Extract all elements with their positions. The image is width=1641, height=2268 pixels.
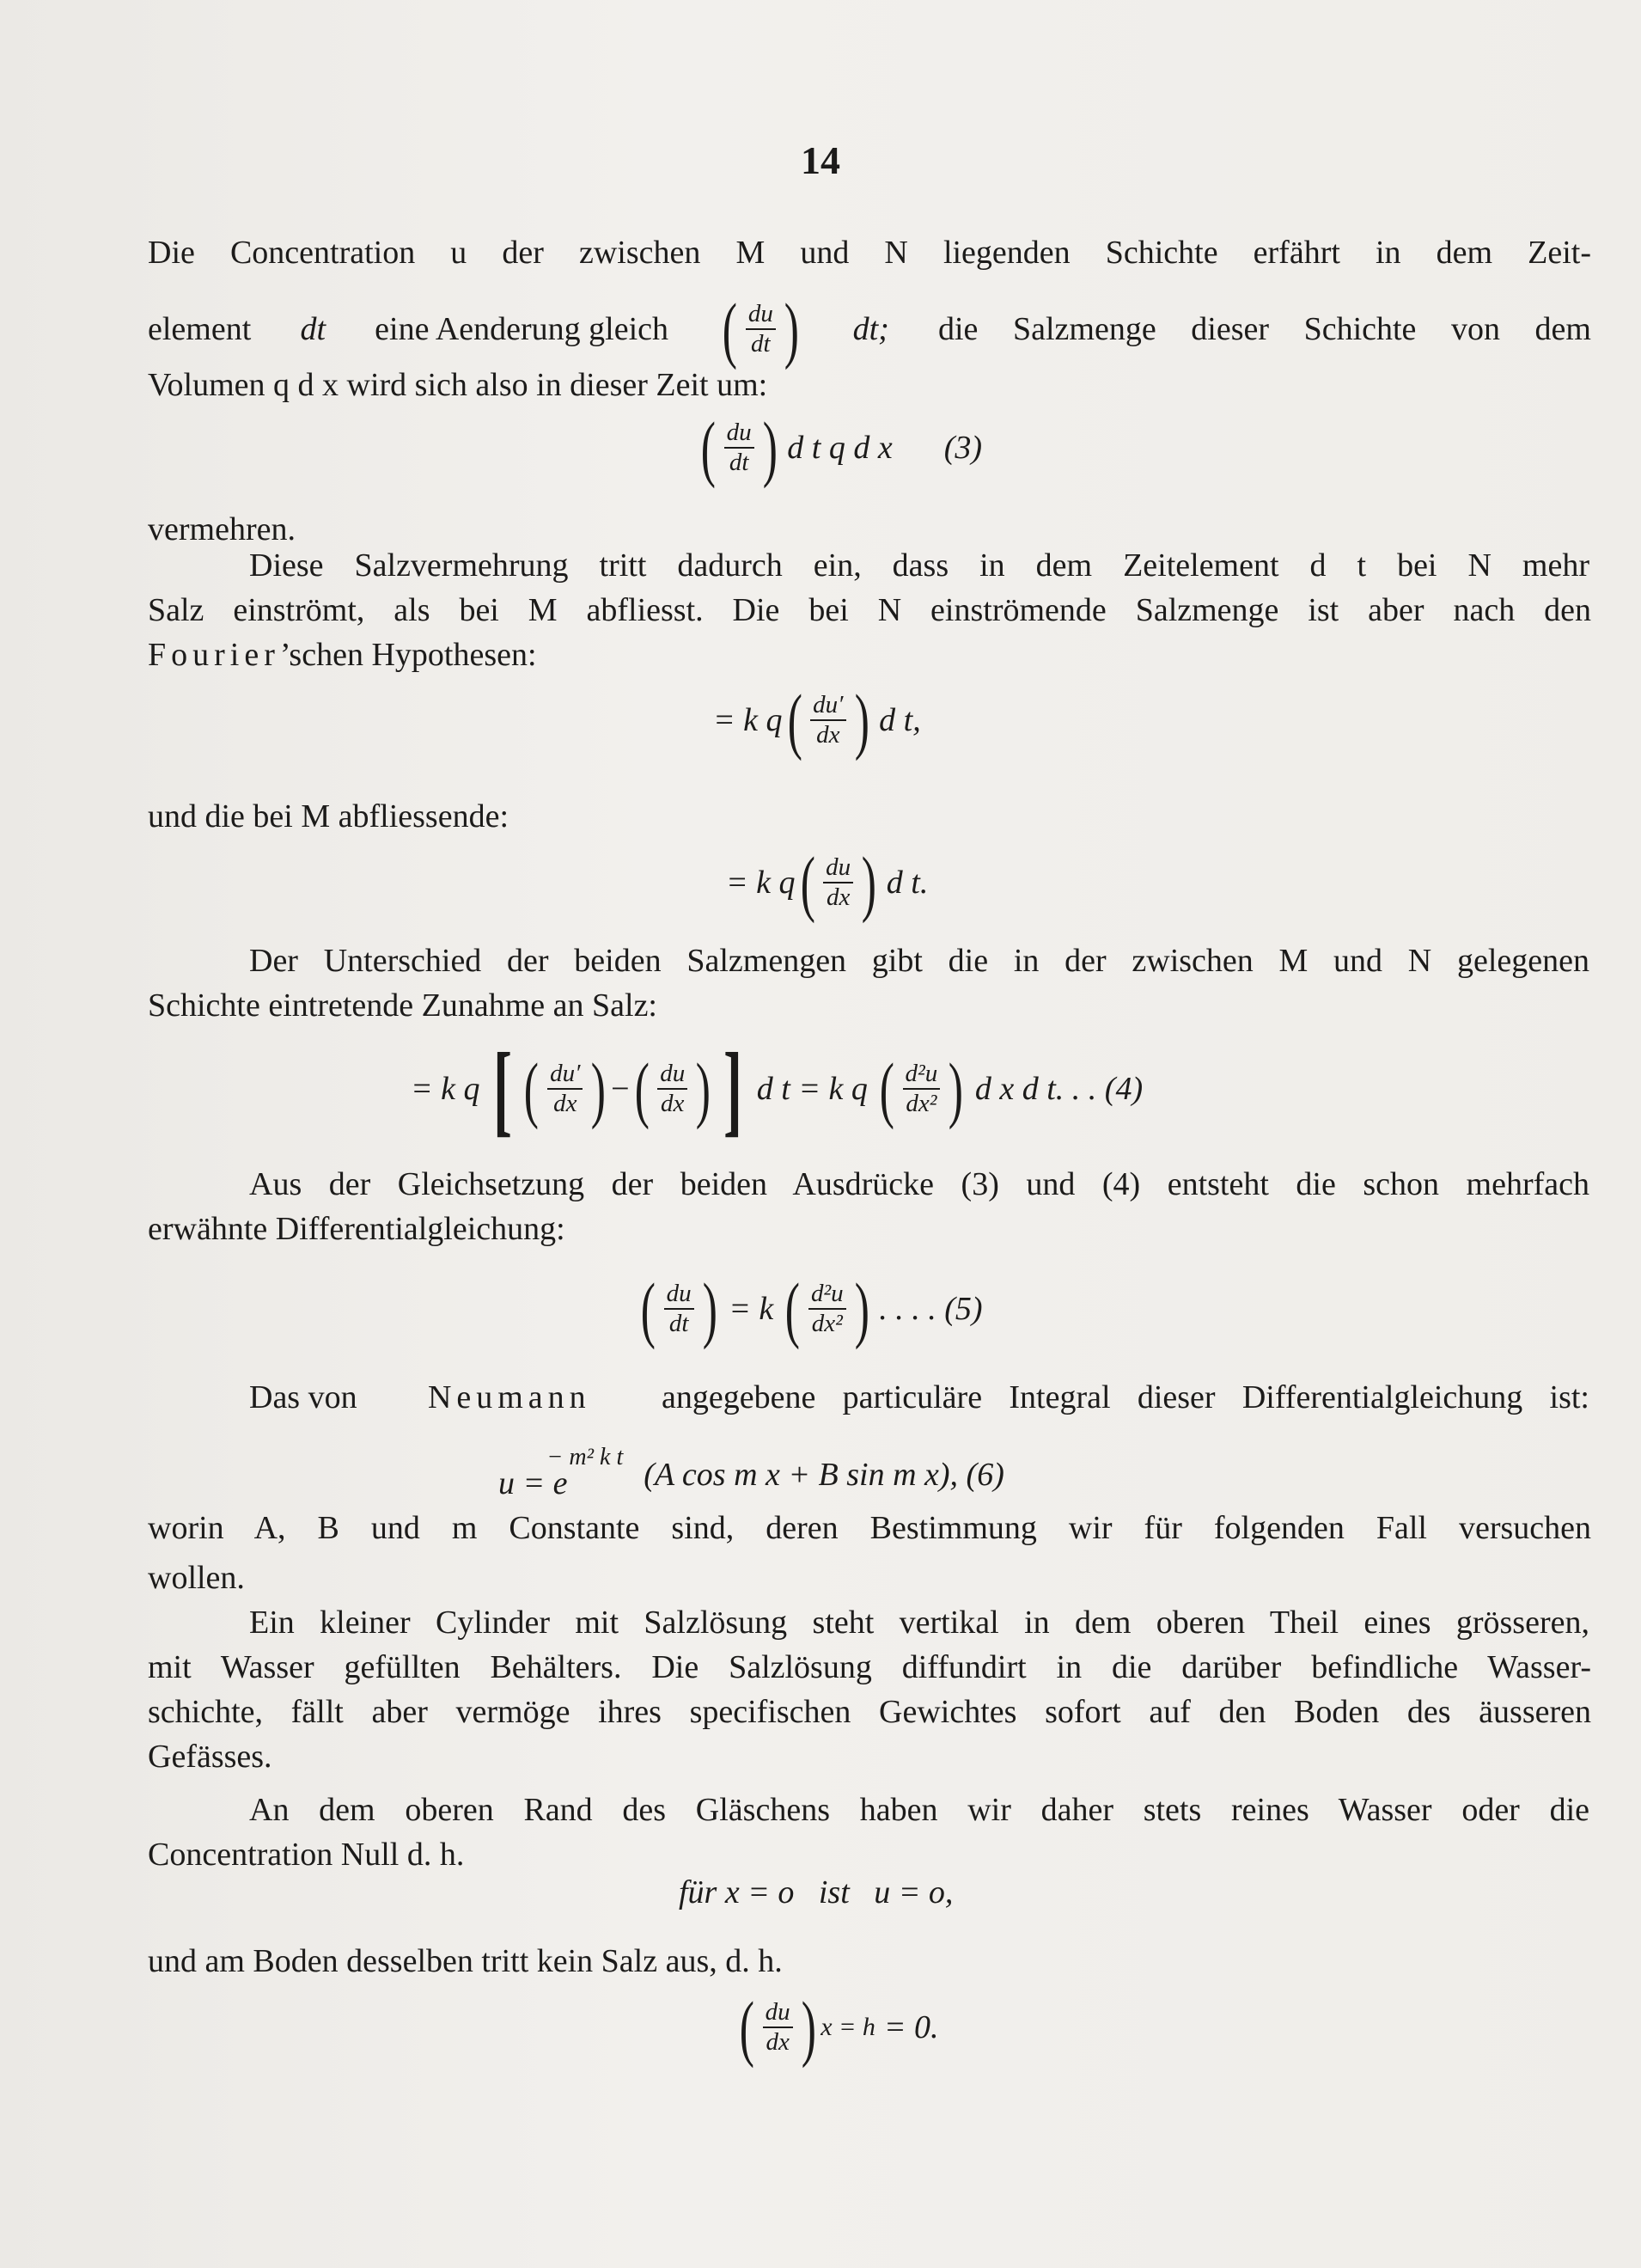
line-2-c: eine Aenderung gleich: [375, 311, 669, 347]
line-2-d: dt;: [852, 311, 889, 347]
text-line-6: Salz einströmt, als bei M abfliesst. Die bei N einströmende Salzmenge ist aber nach den: [148, 592, 1591, 628]
text-line-21: Concentration Null d. h.: [148, 1837, 465, 1873]
equation-4: = k q [ ( $\frac{du'}{dx}$ ) − ( $\frac{du}{dx}$ ) ] d t = k q ( $\frac{\text{d²u}}{\text{dx²}}$ ) d x d t. . . (4): [411, 1031, 1144, 1146]
text-line-10: Schichte eintretende Zunahme an Salz:: [148, 987, 657, 1024]
line-1-text: Die Concentration u der zwischen M und N liegenden Schichte erfährt in dem Zeit-: [148, 235, 1591, 271]
line-2-e: die Salzmenge dieser Schichte von dem: [938, 311, 1591, 347]
text-line-1: [148, 230, 1591, 275]
text-line-22: und am Boden desselben tritt kein Salz aus, d. h.: [148, 1943, 783, 1979]
text-line-14: worin A, B und m Constante sind, deren Bestimmung wir für folgenden Fall versuchen: [148, 1510, 1591, 1546]
text-line-20: An dem oberen Rand des Gläschens haben wir daher stets reines Wasser oder die: [249, 1792, 1589, 1828]
equation-M-outflow: = k q ( $\frac{du}{dx}$ ) d t.: [726, 841, 929, 924]
text-line-9: Der Unterschied der beiden Salzmengen gibt die in der zwischen M und N gelegenen: [249, 943, 1589, 979]
equation-5: ( $\frac{du}{dt}$ ) = k ( $\frac{\text{d²u}}{\text{dx²}}$ ) . . . . (5): [640, 1268, 983, 1350]
text-line-12: erwähnte Differentialgleichung:: [148, 1211, 565, 1247]
text-line-16: Ein kleiner Cylinder mit Salzlösung steht vertikal in dem oberen Theil eines grösseren,: [249, 1605, 1589, 1641]
text-line-19: Gefässes.: [148, 1739, 272, 1775]
text-line-17: mit Wasser gefüllten Behälters. Die Salzlösung diffundirt in die darüber befindliche Wasser-: [148, 1649, 1591, 1685]
line-2-dt: dt: [300, 311, 326, 347]
text-line-5: Diese Salzvermehrung tritt dadurch ein, dass in dem Zeitelement d t bei N mehr: [249, 547, 1589, 584]
text-line-11: Aus der Gleichsetzung der beiden Ausdrücke (3) und (4) entsteht die schon mehrfach: [249, 1166, 1589, 1202]
text-line-18: schichte, fällt aber vermöge ihres specifischen Gewichtes sofort auf den Boden des äusseren: [148, 1694, 1591, 1730]
text-line-15: wollen.: [148, 1560, 245, 1596]
equation-N-inflow: = k q ( $\frac{du'}{dx}$ ) d t,: [713, 679, 921, 761]
text-line-8: und die bei M abfliessende:: [148, 798, 509, 834]
text-line-4: vermehren.: [148, 511, 296, 547]
text-line-2: [148, 288, 1591, 370]
equation-6: u = e − m² k t (A cos m x + B sin m x), (6): [498, 1444, 1004, 1501]
line-2-frac: ( $\frac{du}{dt}$ ): [722, 288, 799, 370]
line-2-a: element: [148, 311, 252, 347]
text-line-7: Fourier’schen Hypothesen:: [148, 637, 537, 673]
equation-3: ( $\frac{du}{dt}$ ) d t q d x (3): [700, 407, 983, 489]
equation-boundary-top: für x = o ist u = o,: [679, 1874, 954, 1910]
equation-boundary-bottom: ( $\frac{du}{dx}$ ) x = h = 0.: [739, 1986, 939, 2069]
page-number: 14: [801, 138, 840, 182]
text-line-3: Volumen q d x wird sich also in dieser Zeit um:: [148, 367, 768, 403]
text-line-13: Das von Neumann angegebene particuläre Integral dieser Differentialgleichung ist:: [249, 1379, 1589, 1415]
